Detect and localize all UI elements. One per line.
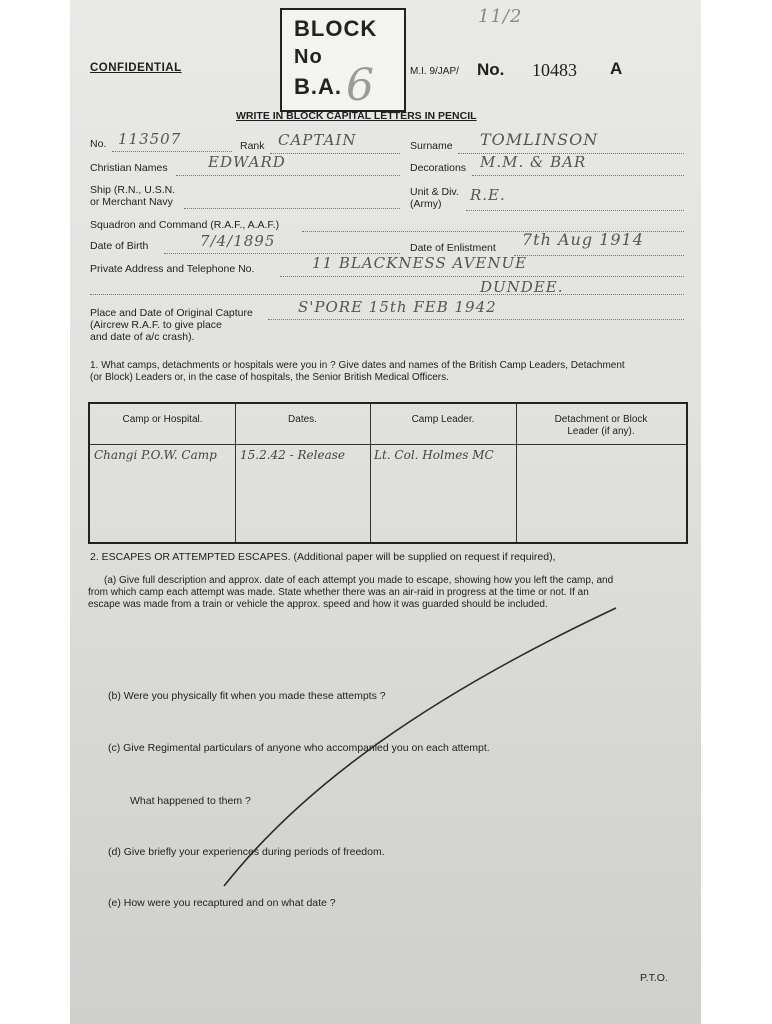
q2a-line-3: escape was made from a train or vehicle the approx. speed and how it was guarded should be included.: [88, 599, 548, 610]
rank-label: Rank: [240, 140, 265, 152]
ship-label-1: Ship (R.N., U.S.N.: [90, 184, 176, 196]
form-suffix: A: [610, 59, 623, 78]
form-number: 10483: [532, 60, 577, 80]
block-line3: B.A.: [294, 74, 342, 99]
decorations-label: Decorations: [410, 162, 467, 174]
row-leader-value: Lt. Col. Holmes MC: [374, 448, 494, 462]
col-dates-header: Dates.: [288, 414, 317, 425]
col-camp-header: Camp or Hospital.: [122, 414, 203, 425]
dob-value: 7/4/1895: [200, 232, 276, 250]
enlistment-label: Date of Enlistment: [410, 242, 496, 254]
capture-label-1: Place and Date of Original Capture: [90, 307, 253, 319]
address-line-1: 11 BLACKNESS AVENUE: [312, 254, 528, 272]
block-line1: BLOCK: [294, 16, 378, 41]
block-line2: No: [294, 46, 323, 68]
surname-value: TOMLINSON: [480, 130, 599, 149]
dob-label: Date of Birth: [90, 240, 149, 252]
address-label: Private Address and Telephone No.: [90, 263, 255, 275]
capture-value: S'PORE 15th FEB 1942: [298, 298, 497, 316]
confidential-label: CONFIDENTIAL: [90, 62, 182, 74]
capture-label-3: and date of a/c crash).: [90, 331, 195, 343]
q2b-text: (b) Were you physically fit when you made these attempts ?: [108, 690, 386, 702]
q1-line-1: 1. What camps, detachments or hospitals were you in ? Give dates and names of the British Camp Leaders, Detachment: [90, 360, 625, 371]
no-value: 113507: [118, 130, 182, 148]
col-leader-header: Camp Leader.: [411, 414, 475, 425]
unit-value: R.E.: [470, 186, 506, 204]
address-line-2: DUNDEE.: [480, 278, 564, 296]
christian-names-label: Christian Names: [90, 162, 168, 174]
instruction-text: WRITE IN BLOCK CAPITAL LETTERS IN PENCIL: [236, 110, 477, 122]
unit-label-2: (Army): [410, 198, 442, 210]
capture-label-2: (Aircrew R.A.F. to give place: [90, 319, 222, 331]
christian-names-value: EDWARD: [208, 153, 286, 171]
surname-label: Surname: [410, 140, 453, 152]
block-number-handwritten: 6: [346, 60, 374, 111]
q2c-followup-text: What happened to them ?: [130, 795, 251, 807]
unit-label-1: Unit & Div.: [410, 186, 459, 198]
col-detachment-header-1: Detachment or Block: [554, 414, 648, 425]
q2a-line-2: from which camp each attempt was made. State whether there was an air-raid in progress at the time or not. If an: [88, 587, 589, 598]
row-dates-value: 15.2.42 - Release: [240, 448, 345, 462]
q2e-text: (e) How were you recaptured and on what date ?: [108, 897, 336, 909]
handwritten-top-mark: 11/2: [478, 6, 523, 27]
ship-label-2: or Merchant Navy: [90, 196, 173, 208]
pto-label: P.T.O.: [640, 972, 668, 984]
q2-heading: 2. ESCAPES OR ATTEMPTED ESCAPES. (Additional paper will be supplied on request if required),: [90, 551, 556, 563]
row-camp-value: Changi P.O.W. Camp: [94, 448, 217, 462]
q2d-text: (d) Give briefly your experiences during periods of freedom.: [108, 846, 385, 858]
form-no-label: No.: [477, 60, 505, 79]
no-label: No.: [90, 138, 107, 150]
decorations-value: M.M. & BAR: [480, 153, 587, 171]
q2c-text: (c) Give Regimental particulars of anyone who accompanied you on each attempt.: [108, 742, 490, 754]
enlistment-value: 7th Aug 1914: [522, 230, 644, 249]
mi-reference: M.I. 9/JAP/: [410, 66, 459, 77]
rank-value: CAPTAIN: [278, 131, 357, 149]
q1-line-2: (or Block) Leaders or, in the case of hospitals, the Senior British Medical Officers.: [90, 372, 449, 383]
squadron-label: Squadron and Command (R.A.F., A.A.F.): [90, 219, 280, 231]
q2a-line-1: (a) Give full description and approx. date of each attempt you made to escape, showing how you left the camp, and: [104, 575, 614, 586]
col-detachment-header-2: Leader (if any).: [567, 426, 635, 437]
